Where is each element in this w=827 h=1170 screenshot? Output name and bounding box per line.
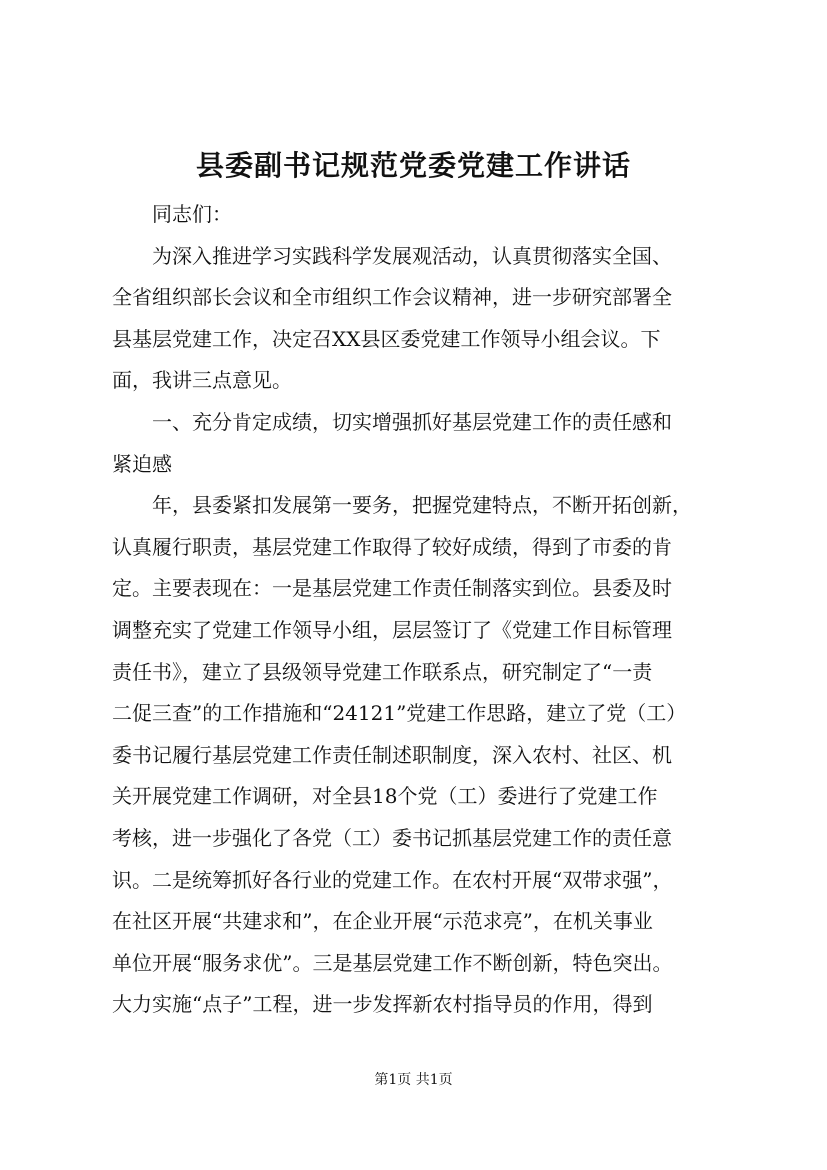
paragraph-line: 全省组织部长会议和全市组织工作会议精神，进一步研究部署全 bbox=[112, 285, 672, 310]
paragraph-line: 关开展党建工作调研，对全县18个党（工）委进行了党建工作 bbox=[112, 784, 658, 809]
paragraph-line: 在社区开展“共建求和”，在企业开展“示范求亮”，在机关事业 bbox=[112, 909, 653, 934]
paragraph-line: 二促三查”的工作措施和“24121”党建工作思路，建立了党（工） bbox=[112, 701, 687, 726]
paragraph-line: 认真履行职责，基层党建工作取得了较好成绩，得到了市委的肯 bbox=[112, 534, 672, 559]
paragraph-line: 考核，进一步强化了各党（工）委书记抓基层党建工作的责任意 bbox=[112, 825, 672, 850]
paragraph-line: 面，我讲三点意见。 bbox=[112, 368, 292, 393]
paragraph-line: 年，县委紧扣发展第一要务，把握党建特点，不断开拓创新， bbox=[152, 493, 692, 518]
salutation-line: 同志们： bbox=[152, 202, 232, 226]
section-heading-line: 紧迫感 bbox=[112, 451, 172, 476]
paragraph-line: 识。二是统筹抓好各行业的党建工作。在农村开展“双带求强”， bbox=[112, 867, 673, 892]
paragraph-line: 委书记履行基层党建工作责任制述职制度，深入农村、社区、机 bbox=[112, 742, 672, 767]
paragraph-line: 县基层党建工作，决定召XX县区委党建工作领导小组会议。下 bbox=[112, 326, 661, 351]
section-heading-line: 一、充分肯定成绩，切实增强抓好基层党建工作的责任感和 bbox=[152, 409, 672, 434]
page-number-footer: 第1页 共1页 bbox=[374, 1072, 453, 1088]
paragraph-line: 单位开展“服务求优”。三是基层党建工作不断创新，特色突出。 bbox=[112, 950, 673, 975]
paragraph-line: 定。主要表现在：一是基层党建工作责任制落实到位。县委及时 bbox=[112, 576, 672, 601]
paragraph-line: 责任书》，建立了县级领导党建工作联系点，研究制定了“一责 bbox=[112, 659, 653, 684]
paragraph-line: 调整充实了党建工作领导小组，层层签订了《党建工作目标管理 bbox=[112, 617, 672, 642]
paragraph-line: 大力实施“点子”工程，进一步发挥新农村指导员的作用，得到 bbox=[112, 992, 653, 1017]
document-title: 县委副书记规范党委党建工作讲话 bbox=[195, 149, 631, 182]
document-body bbox=[112, 194, 742, 1026]
paragraph-line: 为深入推进学习实践科学发展观活动，认真贯彻落实全国、 bbox=[152, 243, 672, 268]
